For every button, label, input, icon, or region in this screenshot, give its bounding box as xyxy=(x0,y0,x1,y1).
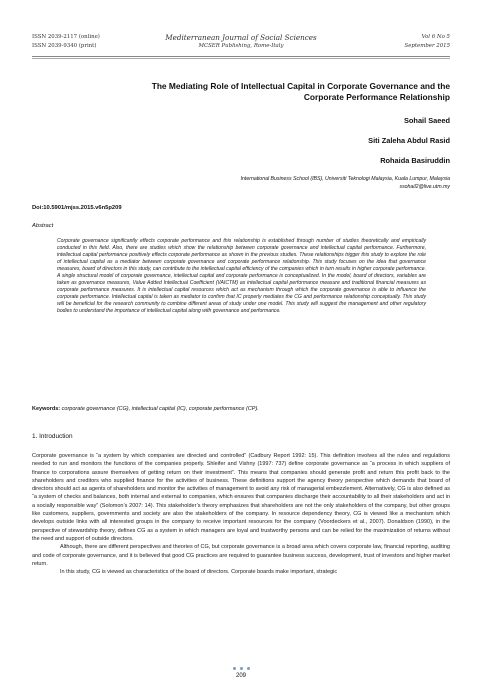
author-2: Siti Zaleha Abdul Rasid xyxy=(368,136,450,145)
title-line-2: Corporate Performance Relationship xyxy=(303,92,450,102)
header-rule xyxy=(32,56,450,57)
volume-issue: Vol 6 No 5 xyxy=(421,34,450,40)
issn-online: ISSN 2039-2117 (online) xyxy=(32,34,100,40)
keywords-label: Keywords: xyxy=(32,406,61,412)
affiliation-institution: International Business School (IBS), Universiti Teknologi Malaysia, Kuala Lumpur, Malaysia xyxy=(240,176,450,182)
abstract-heading: Abstract xyxy=(32,223,54,229)
article-title xyxy=(60,81,450,103)
author-3: Rohaida Basiruddin xyxy=(380,156,450,165)
page-number: 209 xyxy=(235,673,246,679)
issue-date: September 2015 xyxy=(404,43,450,49)
issn-print: ISSN 2039-9340 (print) xyxy=(32,43,97,49)
publisher: MCSER Publishing, Rome-Italy xyxy=(198,43,284,49)
footer-ornament xyxy=(0,666,482,670)
header-rule-thin xyxy=(32,58,450,59)
keywords-list: corporate governance (CG), intellectual capital (IC), corporate performance (CP). xyxy=(61,406,259,412)
paragraph-3: In this study, CG is viewed as characteristics of the board of directors. Corporate boards make important, strategic xyxy=(60,569,338,576)
doi: Doi:10.5901/mjss.2015.v6n5p209 xyxy=(32,205,122,211)
volume-block xyxy=(405,33,450,51)
author-1: Sohail Saeed xyxy=(403,116,450,125)
abstract-text: Corporate governance significantly effects corporate performance and this relationship is established through number of studies theoretically and empirically conducted in this field. Also, there are studies which show the relationship between corporate governance and intellectual capital performance. Furthermore, intellectual capital performance positively effects corporate performance as shown in the previous studies. These relationships trigger this study to explore the role of intellectual capital as a mediator between corporate governance and corporate performance relationship. This study focuses on the idea that governance measures, board of directors in this study, can contribute to the intellectual capital efficiency of the companies which in turn results in higher corporate performance. A single structural model of corporate governance, intellectual capital and corporate performance is conceptualized. In the model, board of directors, variables are taken as governance measures, Value Added Intellectual Coefficient (VAICTM) as intellectual capital performance measure and traditional financial measures as corporate performance measures. It is intellectual capital resources which act as mechanism through which the corporate governance is able to influence the corporate performance. Intellectual capital is taken as mediator to confirm that IC properly mediates the CG and performance relationship conceptually. This study will be beneficial for the research community to combine different areas of study under one model. This study will suggest the management and other regulatory bodies to understand the importance of intellectual capital along with governance and performance. xyxy=(57,238,426,315)
paragraph-2: Although, there are different perspectives and theories of CG, but corporate governance is a broad area which covers corporate law, financial reporting, auditing and code of corporate governance, and it is believed that good CG practices are required to guarantee business success, development, trust of investors and higher market return. xyxy=(32,544,450,567)
author-email: ssohail2@live.utm.my xyxy=(399,184,450,190)
title-line-1: The Mediating Role of Intellectual Capital in Corporate Governance and the xyxy=(151,81,450,91)
section-heading: 1. Introduction xyxy=(32,433,73,440)
paragraph-1: Corporate governance is “a system by which companies are directed and controlled” (Cadbury Report 1992: 15). This definition involves all the rules and regulations needed to run and monitors the functions of the companies properly. Shleifer and Vishny (1997: 737) define corporate governance as “a process in which suppliers of finance to corporations assure themselves of getting return on their investment”. This means that companies should generate profit and return this profit back to the shareholders and creditors who supplied finance for the activities of business. These definitions support the agency theory perspective which demands that board of directors should act as agents of shareholders and monitor the activities of management to avoid any risk of managerial embezzlement. Alternatively, CG is also defined as “a system of checks and balances, both internal and external to companies, which ensures that companies discharge their accountability to all their stakeholders and act in a socially responsible way” (Solomon’s 2007: 14). This stakeholder’s theory emphasizes that shareholders are not the only stakeholders of the company, but other groups like customers, suppliers, governments and society are also the stakeholders of the company. In resource dependency theory, CG is viewed like a mechanism which develops outside links with all interested groups in the company to receive important resources for the company (Voordeckers et al., 2007). Donaldson (1990), in the perspective of stewardship theory, defines CG as a system in which managers are loyal and trustworthy persons and can be relied for the maximization of returns without the need and support of outside directors. xyxy=(32,453,450,542)
journal-name: Mediterranean Journal of Social Sciences xyxy=(165,33,317,42)
keywords xyxy=(32,406,450,412)
body-text xyxy=(32,452,450,576)
journal-block xyxy=(32,33,450,51)
affiliation xyxy=(100,175,450,191)
